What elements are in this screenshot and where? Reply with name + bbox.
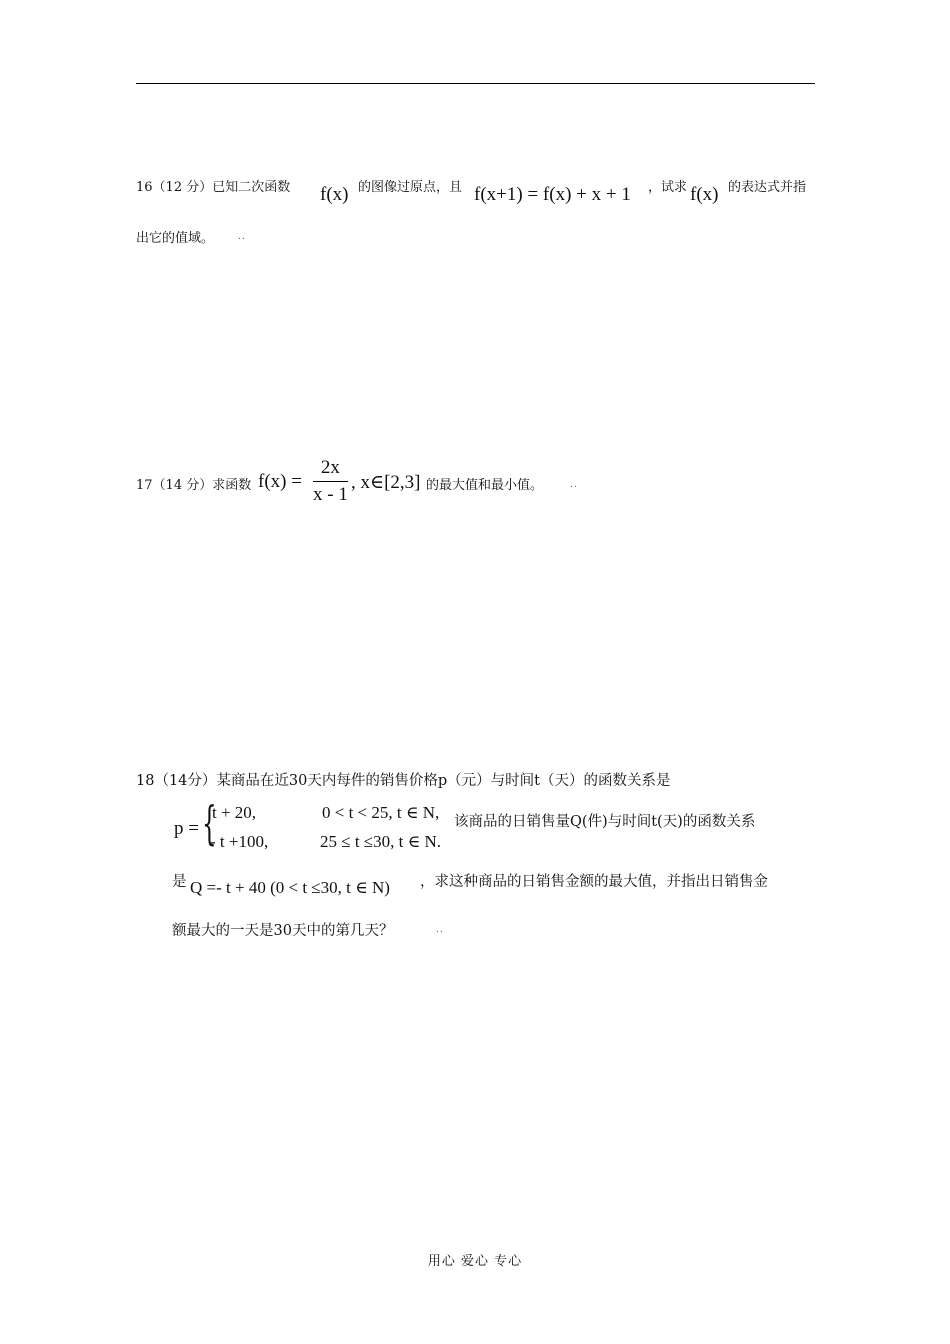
q17-denominator: x - 1 [313, 484, 348, 505]
q17-suffix: 的最大值和最小值。 [426, 478, 544, 493]
q18-left-brace: { [202, 796, 217, 850]
q16-prefix: 16（12 分）已知二次函数 [136, 180, 291, 195]
q18-line-3-suffix: ，求这种商品的日销售金额的最大值，并指出日销售金 [420, 874, 768, 890]
q18-case-2-cond: 25 ≤ t ≤30, t ∈ N. [320, 832, 441, 851]
q18-p-lhs: p = [174, 818, 199, 839]
header-rule [136, 83, 815, 84]
q18-line-4: 额最大的一天是30天中的第几天？ [172, 923, 394, 939]
q18-line-1: 18（14分）某商品在近30天内每件的销售价格p（元）与时间t（天）的函数关系是 [136, 773, 671, 789]
q18-case-2-expr: - t +100, [210, 832, 269, 851]
q17-lhs: f(x) = [258, 471, 302, 492]
q18-after-cases: 该商品的日销售量Q(件)与时间t(天)的函数关系 [454, 814, 756, 830]
q18-case-1-expr: t + 20, [212, 803, 257, 822]
q16-dots: .. [238, 232, 246, 242]
q17-numerator: 2x [313, 457, 348, 482]
q18-case-1-cond: 0 < t < 25, t ∈ N, [322, 803, 440, 822]
q16-line-2: 出它的值域。 [136, 231, 215, 246]
q16-fx-2: f(x) [690, 184, 719, 205]
q18-dots: .. [436, 925, 444, 935]
q17-prefix: 17（14 分）求函数 [136, 478, 252, 493]
q17-dots: .. [570, 480, 578, 490]
page-footer: 用心 爱心 专心 [427, 1254, 523, 1269]
q17-condition: , x∈[2,3] [351, 472, 421, 493]
q17-fraction [313, 457, 348, 506]
q16-equation: f(x+1) = f(x) + x + 1 [474, 184, 631, 205]
q16-fx-1: f(x) [320, 184, 349, 205]
q18-shi: 是 [172, 874, 187, 890]
q16-mid-1: 的图像过原点，且 [358, 180, 463, 195]
q18-q-expression: Q =- t + 40 (0 < t ≤30, t ∈ N) [190, 878, 390, 897]
q16-mid-2: ，试求 [648, 180, 688, 195]
q16-suffix: 的表达式并指 [728, 180, 807, 195]
